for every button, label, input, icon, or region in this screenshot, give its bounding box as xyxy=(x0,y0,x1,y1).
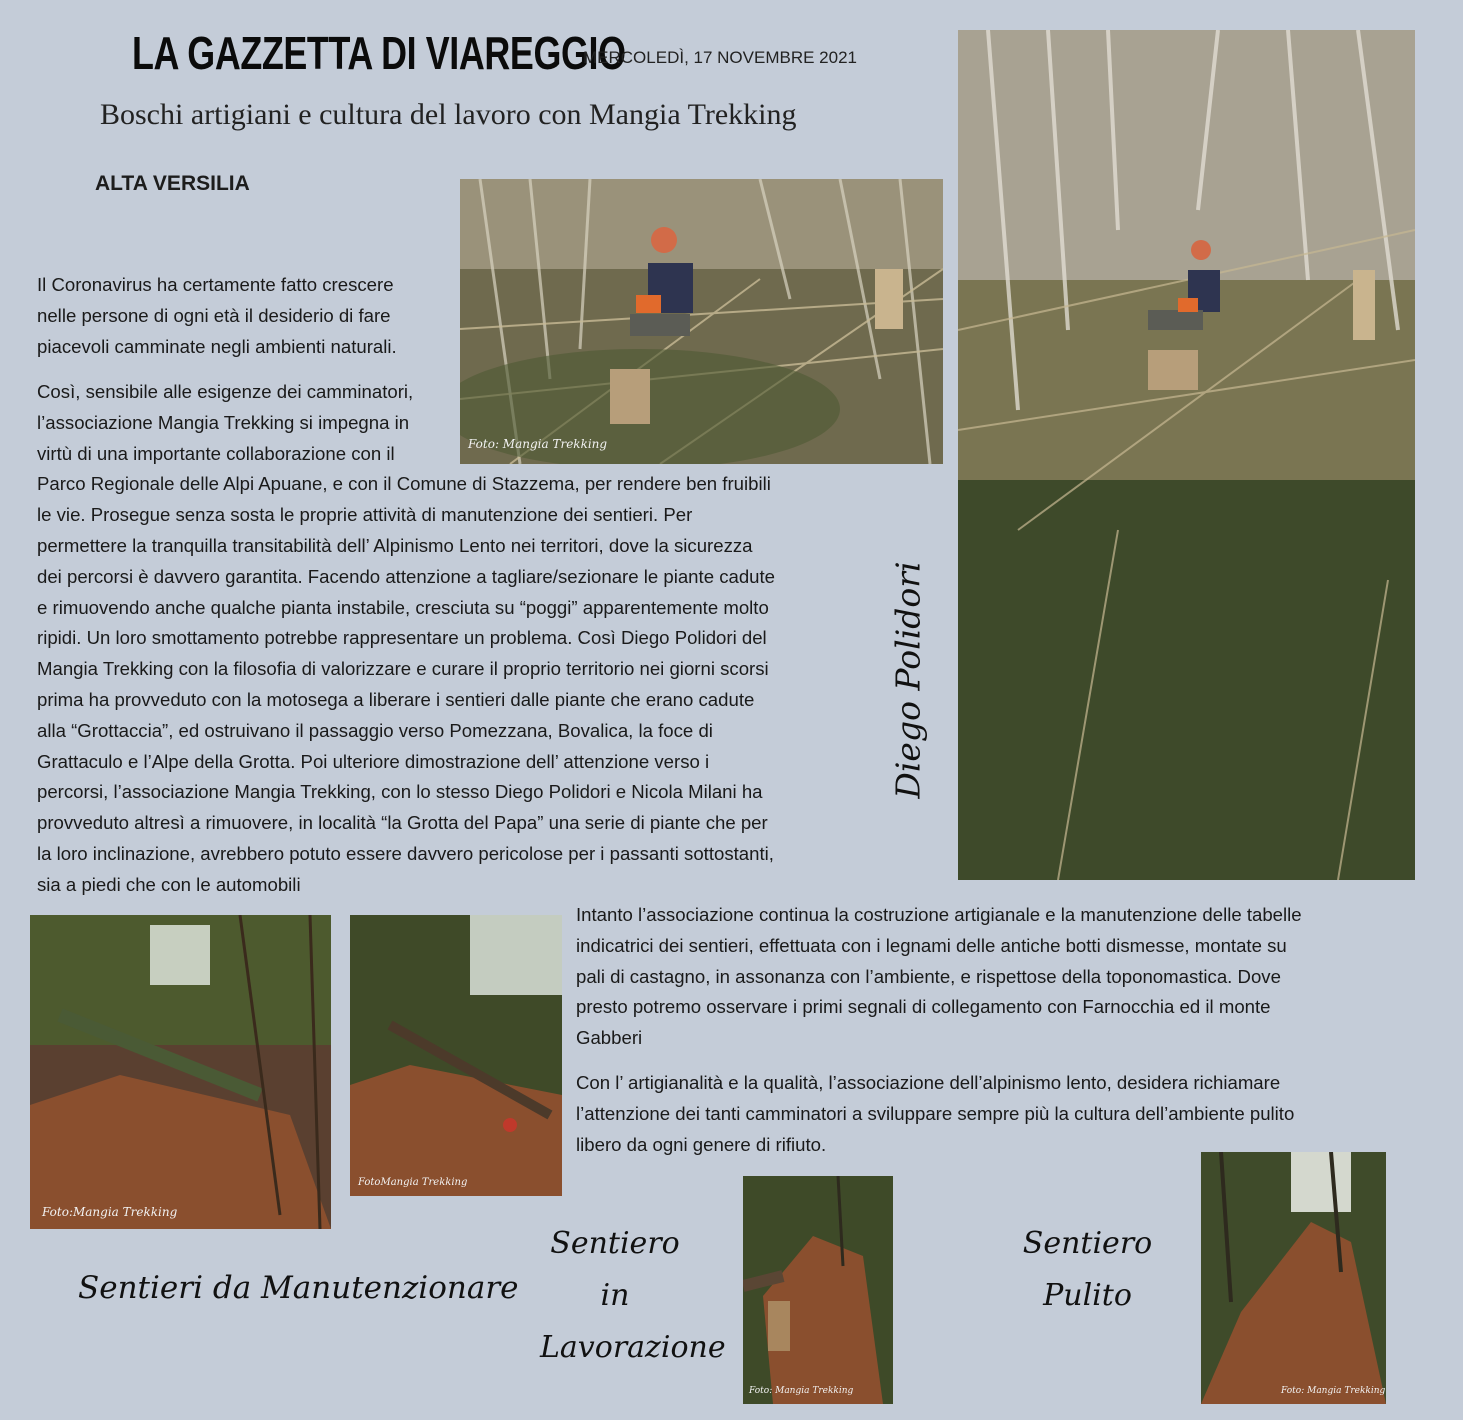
paragraph xyxy=(37,377,867,901)
article-intro xyxy=(37,270,457,362)
paragraph xyxy=(576,1068,1396,1160)
text-line: libero da ogni genere di rifiuto. xyxy=(576,1133,827,1155)
caption-line: Lavorazione xyxy=(540,1330,726,1365)
caption-line: in xyxy=(600,1278,630,1313)
photo-credit: Foto: Mangia Trekking xyxy=(468,437,608,451)
caption-line: Sentiero xyxy=(1022,1226,1153,1261)
text-line: la loro inclinazione, avrebbero potuto essere davvero pericolose per i passanti sottostanti, xyxy=(37,842,774,864)
photo-worker-tall xyxy=(958,30,1415,880)
photo-trail-fallen-tree xyxy=(350,915,562,1196)
caption-diego-polidori: Diego Polidori xyxy=(888,561,928,799)
photo-trail-in-progress xyxy=(743,1176,893,1404)
photo-credit: FotoMangia Trekking xyxy=(358,1177,468,1188)
text-line: piacevoli camminate negli ambienti naturali. xyxy=(37,335,397,357)
text-line: ripidi. Un loro smottamento potrebbe rappresentare un problema. Così Diego Polidori del xyxy=(37,627,767,649)
photo-credit: Foto:Mangia Trekking xyxy=(42,1205,178,1219)
caption-sentiero-in-lavorazione xyxy=(540,1218,726,1374)
text-line: presto potremo osservare i primi segnali di collegamento con Farnocchia ed il monte xyxy=(576,996,1271,1018)
article-continuation xyxy=(576,900,1396,1160)
text-line: Mangia Trekking con la filosofia di valorizzare e curare il proprio territorio nei giorni scorsi xyxy=(37,658,769,680)
text-line: virtù di una importante collaborazione con il xyxy=(37,442,395,464)
caption-sentiero-pulito xyxy=(1020,1218,1155,1322)
paragraph xyxy=(37,270,457,362)
text-line: Intanto l’associazione continua la costruzione artigianale e la manutenzione delle tabelle xyxy=(576,904,1302,925)
text-line: Grattaculo e l’Alpe della Grotta. Poi ulteriore dimostrazione dell’ attenzione verso i xyxy=(37,750,710,772)
article-body xyxy=(37,377,867,901)
caption-line: Pulito xyxy=(1043,1278,1132,1313)
text-line: sia a piedi che con le automobili xyxy=(37,873,301,895)
text-line: Con l’ artigianalità e la qualità, l’associazione dell’alpinismo lento, desidera richiamare xyxy=(576,1071,1281,1093)
text-line: l’associazione Mangia Trekking si impegna in xyxy=(37,411,410,433)
photo-trail-overgrown xyxy=(30,915,331,1229)
paragraph xyxy=(576,900,1396,1054)
text-line: Gabberi xyxy=(576,1027,643,1049)
text-line: indicatrici dei sentieri, effettuata con i legnami delle antiche botti dismesse, montate su xyxy=(576,934,1287,956)
headline: Boschi artigiani e cultura del lavoro con Mangia Trekking xyxy=(100,98,797,131)
text-line: alla “Grottaccia”, ed ostruivano il passaggio verso Pomezzana, Bovalica, la foce di xyxy=(37,719,713,741)
text-line: Il Coronavirus ha certamente fatto crescere xyxy=(37,274,394,295)
masthead: LA GAZZETTA DI VIAREGGIO xyxy=(132,27,626,79)
text-line: le vie. Prosegue senza sosta le proprie attività di manutenzione dei sentieri. Per xyxy=(37,504,693,526)
caption-sentieri-da-manutenzionare: Sentieri da Manutenzionare xyxy=(78,1270,519,1306)
caption-line: Sentiero xyxy=(550,1226,680,1261)
text-line: percorsi, l’associazione Mangia Trekking, con lo stesso Diego Polidori e Nicola Milani ha xyxy=(37,781,763,803)
text-line: Parco Regionale delle Alpi Apuane, e con il Comune di Stazzema, per rendere ben fruibili xyxy=(37,473,771,495)
text-line: l’attenzione dei tanti camminatori a sviluppare sempre più la cultura dell’ambiente pulito xyxy=(576,1102,1295,1124)
text-line: dei percorsi è davvero garantita. Facendo attenzione a tagliare/sezionare le piante cadute xyxy=(37,565,776,587)
photo-credit: Foto: Mangia Trekking xyxy=(749,1386,854,1396)
text-line: nelle persone di ogni età il desiderio di fare xyxy=(37,304,391,326)
text-line: pali di castagno, in assonanza con l’ambiente, e rispettose della toponomastica. Dove xyxy=(576,965,1281,987)
text-line: prima ha provveduto con la motosega a liberare i sentieri dalle piante che erano cadute xyxy=(37,688,755,710)
text-line: Così, sensibile alle esigenze dei camminatori, xyxy=(37,381,414,402)
text-line: provveduto altresì a rimuovere, in località “la Grotta del Papa” una serie di piante che per xyxy=(37,812,768,834)
photo-credit: Foto: Mangia Trekking xyxy=(1281,1386,1386,1396)
text-line: permettere la tranquilla transitabilità dell’ Alpinismo Lento nei territori, dove la sicurezza xyxy=(37,534,753,556)
text-line: e rimuovendo anche qualche pianta instabile, cresciuta su “poggi” apparentemente molto xyxy=(37,596,769,618)
photo-trail-clean xyxy=(1201,1152,1386,1404)
publication-date: MERCOLEDÌ, 17 NOVEMBRE 2021 xyxy=(583,48,857,67)
section-label: ALTA VERSILIA xyxy=(95,172,250,195)
